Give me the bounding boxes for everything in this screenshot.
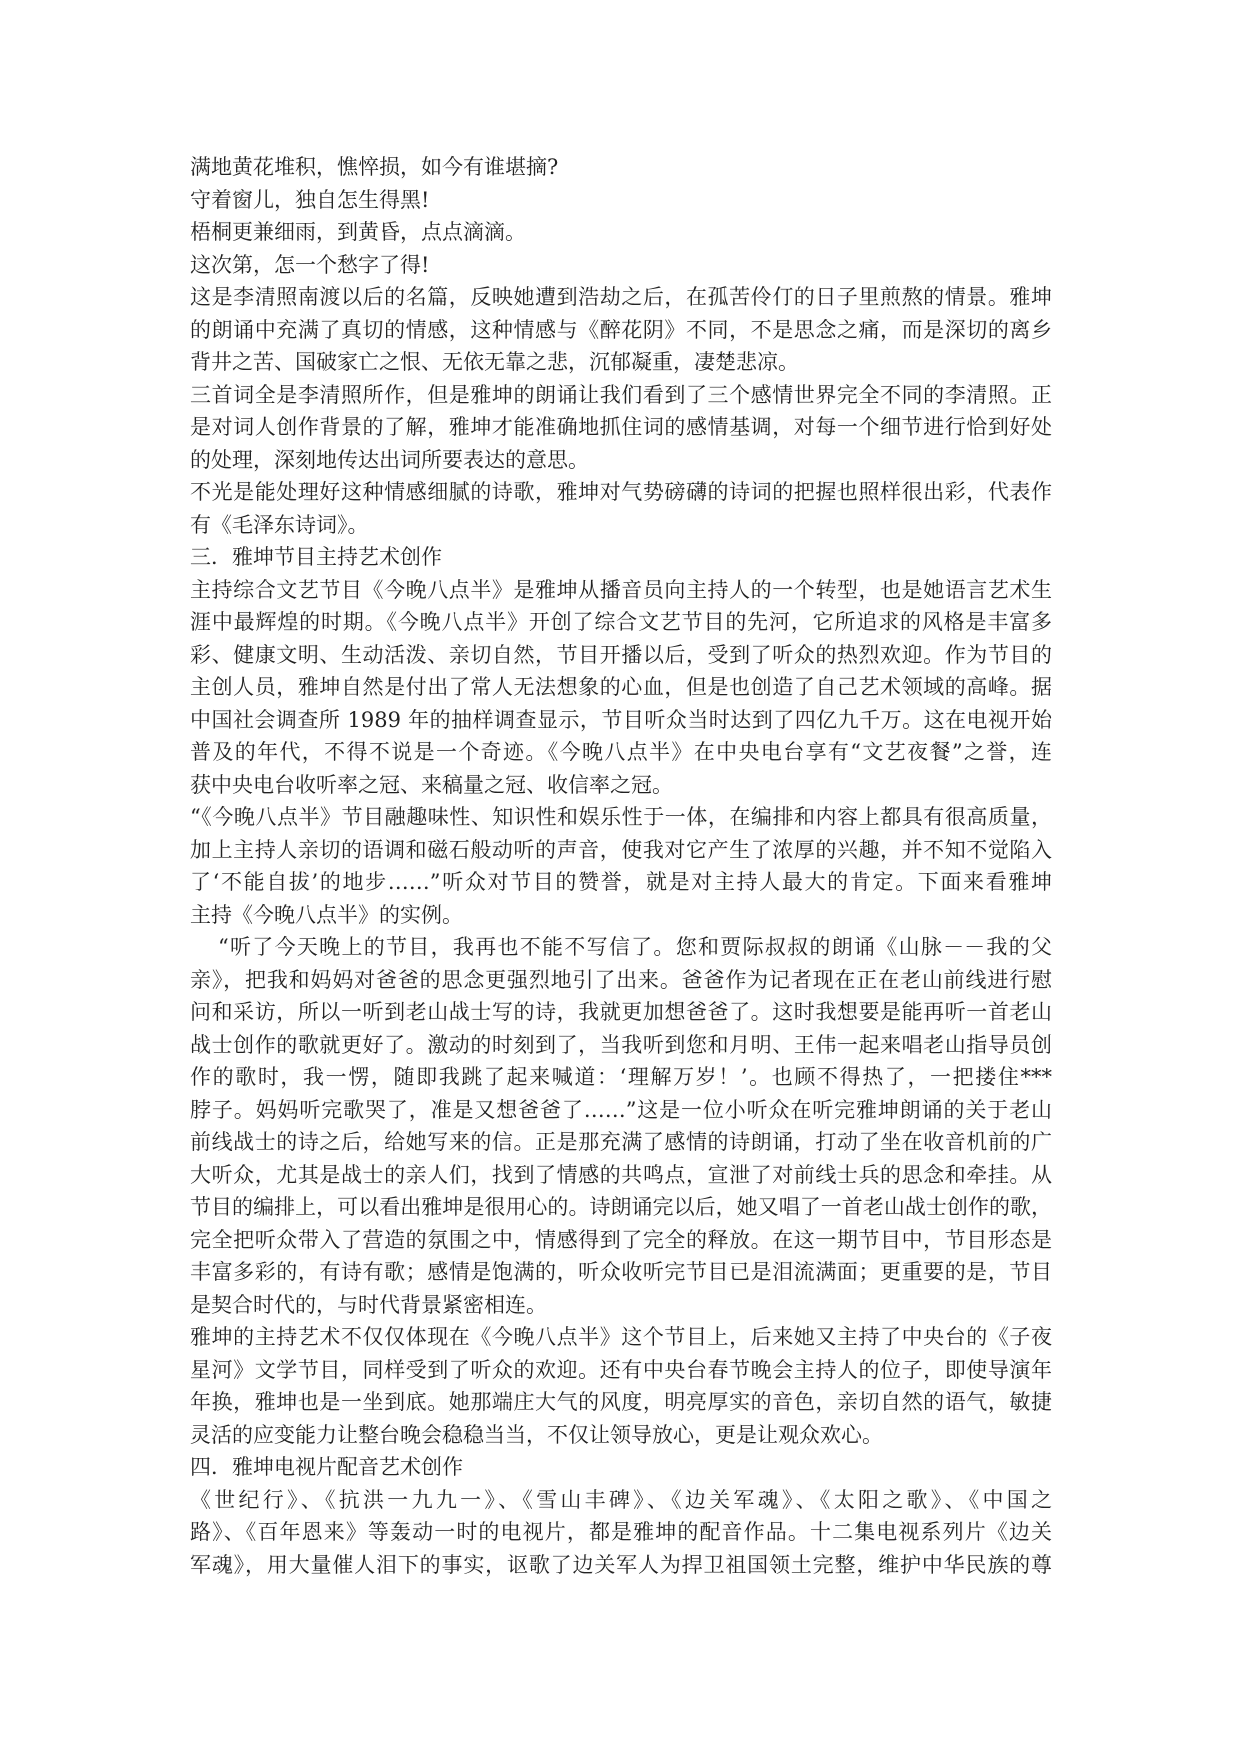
text-line: 脖子。妈妈听完歌哭了，准是又想爸爸了……”这是一位小听众在听完雅坤朗诵的关于老山 [190,1097,1052,1122]
text-line: 丰富多彩的，有诗有歌；感情是饱满的，听众收听完节目已是泪流满面；更重要的是，节目 [190,1260,1052,1284]
text-line: 是契合时代的，与时代背景紧密相连。 [190,1292,547,1317]
text-line: 亲》，把我和妈妈对爸爸的思念更强烈地引了出来。爸爸作为记者现在正在老山前线进行慰 [190,967,1052,992]
text-line: 四．雅坤电视片配音艺术创作 [190,1455,463,1479]
text-line: 是对词人创作背景的了解，雅坤才能准确地抓住词的感情基调，对每一个细节进行恰到好处 [190,415,1052,439]
text-line: 问和采访，所以一听到老山战士写的诗，我就更加想爸爸了。这时我想要是能再听一首老山 [190,1000,1052,1024]
document-body [190,151,1052,1581]
text-line: 主持综合文艺节目《今晚八点半》是雅坤从播音员向主持人的一个转型，也是她语言艺术生 [190,577,1052,602]
text-line: 灵活的应变能力让整台晚会稳稳当当，不仅让领导放心，更是让观众欢心。 [190,1422,883,1447]
text-line: 中国社会调查所 1989 年的抽样调查显示，节目听众当时达到了四亿九千万。这在电视开始 [190,707,1052,732]
text-line: 节目的编排上，可以看出雅坤是很用心的。诗朗诵完以后，她又唱了一首老山战士创作的歌， [190,1195,1052,1219]
text-line: 满地黄花堆积，憔悴损，如今有谁堪摘? [190,155,559,179]
text-line: 战士创作的歌就更好了。激动的时刻到了，当我听到您和月明、王伟一起来唱老山指导员创 [190,1032,1052,1057]
text-line: 作的歌时，我一愣，随即我跳了起来喊道：‘理解万岁！’。也顾不得热了，一把搂住*** [190,1065,1052,1089]
text-line: 获中央电台收听率之冠、来稿量之冠、收信率之冠。 [190,772,673,797]
text-line: 大听众，尤其是战士的亲人们，找到了情感的共鸣点，宣泄了对前线士兵的思念和牵挂。从 [190,1162,1052,1187]
text-line: 主持《今晚八点半》的实例。 [190,902,463,927]
text-line: 路》、《百年恩来》等轰动一时的电视片，都是雅坤的配音作品。十二集电视系列片《边关 [190,1520,1052,1544]
text-line: 这次第，怎一个愁字了得! [190,252,430,277]
text-line: 彩、健康文明、生动活泼、亲切自然，节目开播以后，受到了听众的热烈欢迎。作为节目的 [190,642,1052,667]
text-line: 三．雅坤节目主持艺术创作 [190,545,442,569]
text-line: 年换，雅坤也是一坐到底。她那端庄大气的风度，明亮厚实的音色，亲切自然的语气，敏捷 [190,1390,1052,1414]
text-line: “《今晚八点半》节目融趣味性、知识性和娱乐性于一体，在编排和内容上都具有很高质量， [190,805,1052,829]
text-line: 军魂》，用大量催人泪下的事实，讴歌了边关军人为捍卫祖国领土完整，维护中华民族的尊 [190,1552,1052,1577]
text-line: 不光是能处理好这种情感细腻的诗歌，雅坤对气势磅礴的诗词的把握也照样很出彩，代表作 [190,480,1052,504]
text-line: 完全把听众带入了营造的氛围之中，情感得到了完全的释放。在这一期节目中，节目形态是 [190,1227,1052,1252]
text-line: 守着窗儿，独自怎生得黑! [190,187,430,212]
text-line: 了‘不能自拔’的地步……”听众对节目的赞誉，就是对主持人最大的肯定。下面来看雅坤 [190,870,1052,894]
text-line: 三首词全是李清照所作，但是雅坤的朗诵让我们看到了三个感情世界完全不同的李清照。正 [190,382,1052,407]
text-line: 的朗诵中充满了真切的情感，这种情感与《醉花阴》不同，不是思念之痛，而是深切的离乡 [190,317,1052,342]
text-line: 加上主持人亲切的语调和磁石般动听的声音，使我对它产生了浓厚的兴趣，并不知不觉陷入 [190,837,1052,862]
text-line: 的处理，深刻地传达出词所要表达的意思。 [190,447,589,472]
text-line: 涯中最辉煌的时期。《今晚八点半》开创了综合文艺节目的先河，它所追求的风格是丰富多 [190,610,1052,634]
text-line: 普及的年代，不得不说是一个奇迹。《今晚八点半》在中央电台享有“文艺夜餐”之誉，连 [190,740,1052,764]
text-line: 主创人员，雅坤自然是付出了常人无法想象的心血，但是也创造了自己艺术领域的高峰。据 [190,675,1052,699]
text-line: 《世纪行》、《抗洪一九九一》、《雪山丰碑》、《边关军魂》、《太阳之歌》、《中国之 [190,1487,1052,1512]
text-line: 前线战士的诗之后，给她写来的信。正是那充满了感情的诗朗诵，打动了坐在收音机前的广 [190,1130,1052,1154]
text-line: 雅坤的主持艺术不仅仅体现在《今晚八点半》这个节目上，后来她又主持了中央台的《子夜 [190,1325,1052,1349]
text-line: 星河》文学节目，同样受到了听众的欢迎。还有中央台春节晚会主持人的位子，即使导演年 [190,1357,1052,1382]
text-line: 梧桐更兼细雨，到黄昏，点点滴滴。 [190,220,526,244]
text-line: “听了今天晚上的节目，我再也不能不写信了。您和贾际叔叔的朗诵《山脉－－我的父 [218,935,1052,959]
text-line: 有《毛泽东诗词》。 [190,512,369,537]
text-line: 背井之苦、国破家亡之恨、无依无靠之悲，沉郁凝重，凄楚悲凉。 [190,350,799,374]
text-line: 这是李清照南渡以后的名篇，反映她遭到浩劫之后，在孤苦伶仃的日子里煎熬的情景。雅坤 [190,285,1052,309]
